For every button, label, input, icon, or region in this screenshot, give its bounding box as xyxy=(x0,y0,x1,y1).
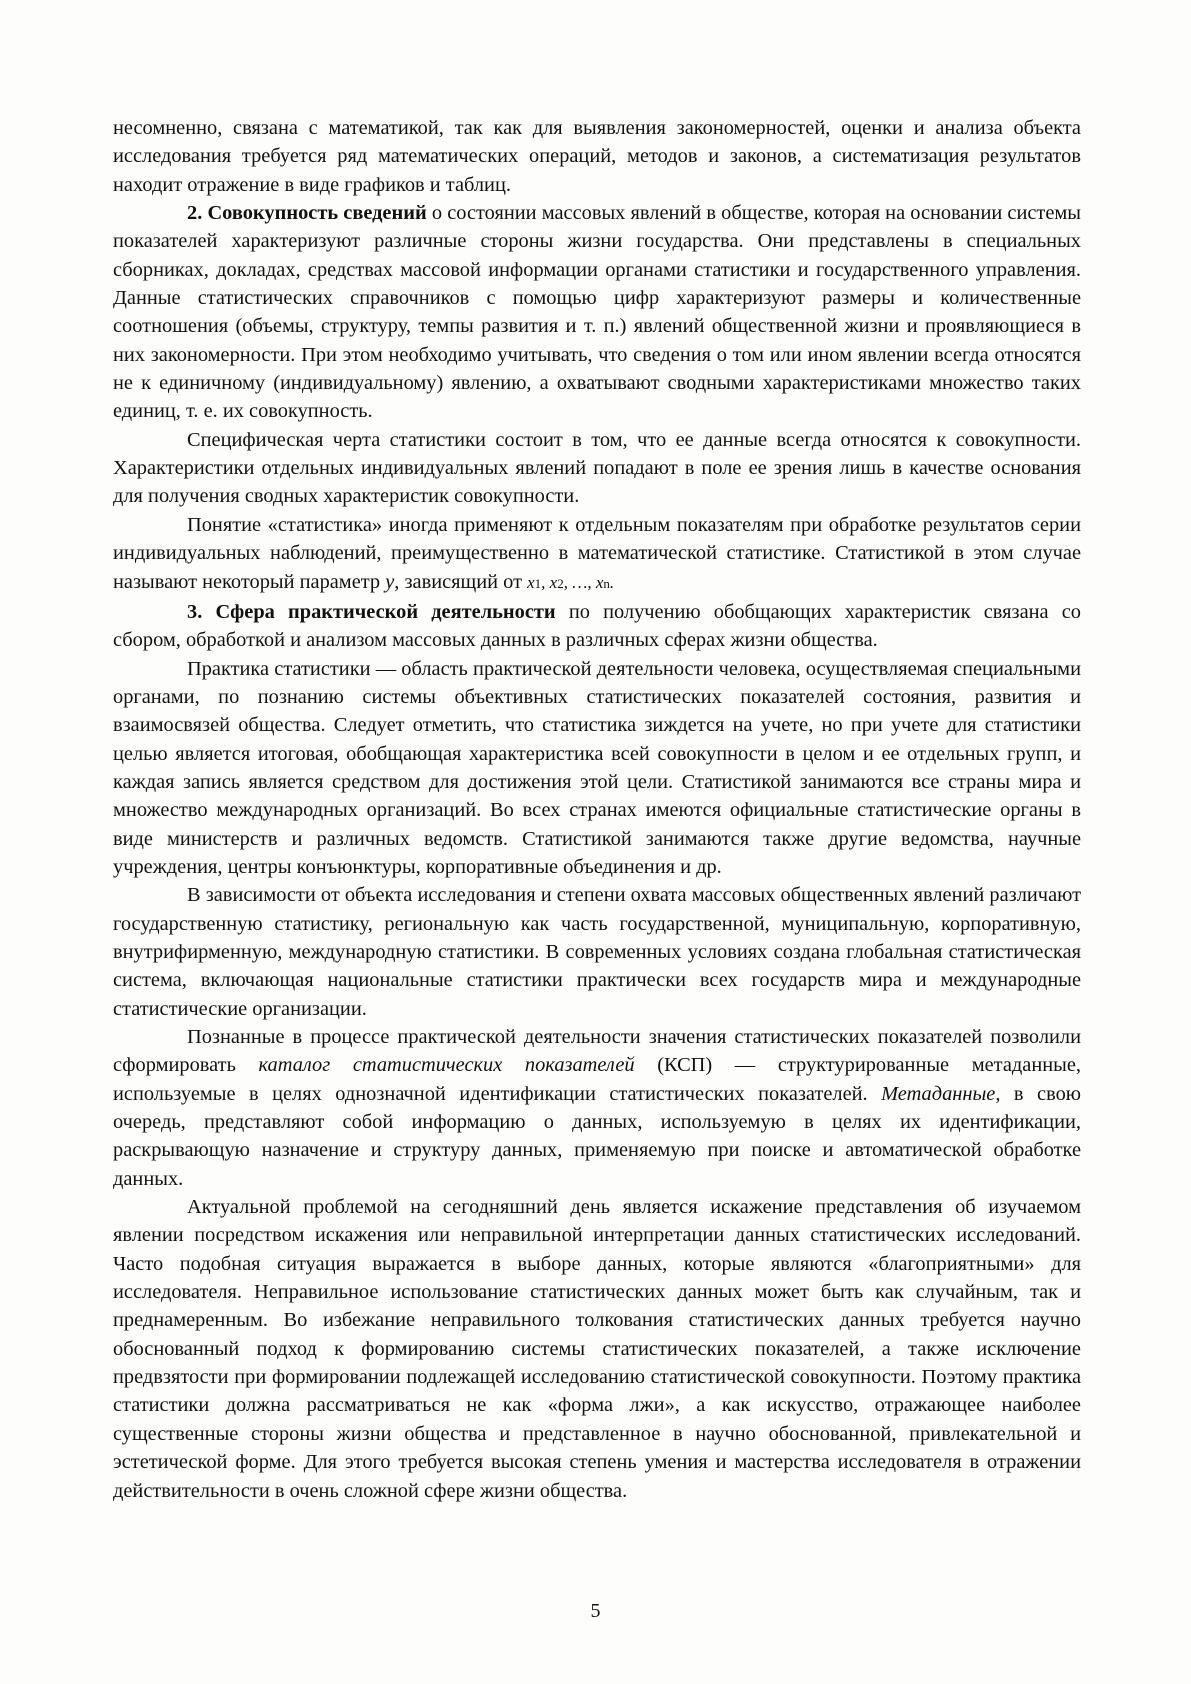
paragraph-9 xyxy=(113,1193,1081,1505)
page-number: 5 xyxy=(590,1600,601,1622)
term-catalog: каталог статистических показателей xyxy=(258,1054,635,1077)
paragraph-5 xyxy=(113,598,1081,655)
paragraph-text: в свою очередь, представляют собой информацию о данных, используемую в целях их идентификации, раскрывающую назначение и структуру данных, применяемую при поиске и автоматической обработке данных. xyxy=(113,1082,1081,1190)
section-heading-2: 2. Совокупность сведений xyxy=(187,202,427,225)
variable-y: y xyxy=(385,570,395,593)
paragraph-text: В зависимости от объекта исследования и степени охвата массовых общественных явлений различают государственную статистику, региональную как часть государственной, муниципальную, корпоративную, внутрифирменную, международную статистики. В современных условиях создана глобальная статистическая система, включающая национальные статистики практически всех государств мира и международные статистические организации. xyxy=(113,884,1081,1020)
paragraph-text: , зависящий от xyxy=(394,570,528,593)
paragraph-text: (КСП) — структурированные метаданные, используемые в целях однозначной идентификации статистических показателей. xyxy=(113,1054,1081,1105)
paragraph-1 xyxy=(113,114,1081,199)
paragraph-text: Понятие «статистика» иногда применяют к отдельным показателям при обработке результатов серии индивидуальных наблюдений, преимущественно в математической статистике. Статистикой в этом случае называют некоторый параметр xyxy=(113,513,1081,593)
paragraph-text: Практика статистики — область практической деятельности человека, осуществляемая специальными органами, по познанию системы объективных статистических показателей состояния, развития и взаимосвязей общества. Следует отметить, что статистика зиждется на учете, но при учете для статистики целью является итоговая, обобщающая характеристика всей совокупности в целом и ее отдельных групп, и каждая запись является средством для достижения этой цели. Статистикой занимаются все страны мира и множество международных организаций. Во всех странах имеются официальные статистические органы в виде министерств и различных ведомств. Статистикой занимаются также другие ведомства, научные учреждения, центры конъюнктуры, корпоративные объединения и др. xyxy=(113,657,1081,878)
paragraph-2 xyxy=(113,199,1081,426)
paragraph-text: Познанные в процессе практической деятельности значения статистических показателей позволили сформировать xyxy=(113,1026,1081,1077)
paragraph-text: несомненно, связана с математикой, так как для выявления закономерностей, оценки и анализа объекта исследования требуется ряд математических операций, методов и законов, а систематизация результатов находит отражение в виде графиков и таблиц. xyxy=(113,117,1081,196)
term-metadata: Метаданные, xyxy=(881,1082,1001,1105)
paragraph-text: Актуальной проблемой на сегодняшний день является искажение представления об изучаемом явлении посредством искажения или неправильной интерпретации данных статистических исследований. Часто подобная ситуация выражается в выборе данных, которые являются «благоприятными» для исследователя. Неправильное использование статистических данных может быть как случайным, так и преднамеренным. Во избежание неправильного толкования статистических данных требуется научно обоснованный подход к формированию системы статистических показателей, а также исключение предвзятости при формировании подлежащей исследованию статистической совокупности. Поэтому практика статистики должна рассматриваться не как «форма лжи», а как искусство, отражающее наиболее существенные стороны жизни общества и представленное в научно обоснованной, привлекательной и эстетической форме. Для этого требуется высокая степень умения и мастерства исследователя в отражении действительности в очень сложной сфере жизни общества. xyxy=(113,1196,1081,1502)
paragraph-4 xyxy=(113,511,1081,598)
variable-list: x1, x2, …, xn. xyxy=(527,572,615,592)
paragraph-text: о состоянии массовых явлений в обществе, которая на основании системы показателей характеризуют различные стороны жизни государства. Они представлены в специальных сборниках, докладах, средствах массовой информации органами статистики и государственного управления. Данные статистических справочников с помощью цифр характеризуют размеры и количественные соотношения (объемы, структуру, темпы развития и т. п.) явлений общественной жизни и проявляющиеся в них закономерности. При этом необходимо учитывать, что сведения о том или ином явлении всегда относятся не к единичному (индивидуальному) явлению, а охватывают сводными характеристиками множество таких единиц, т. е. их совокупность. xyxy=(113,202,1081,423)
paragraph-6 xyxy=(113,655,1081,882)
paragraph-text: Специфическая черта статистики состоит в том, что ее данные всегда относятся к совокупности. Характеристики отдельных индивидуальных явлений попадают в поле ее зрения лишь в качестве основания для получения сводных характеристик совокупности. xyxy=(113,428,1081,508)
body-text xyxy=(113,114,1081,1505)
paragraph-3 xyxy=(113,426,1081,511)
paragraph-8 xyxy=(113,1023,1081,1193)
paragraph-text: по получению обобщающих характеристик связана со сбором, обработкой и анализом массовых данных в различных сферах жизни общества. xyxy=(113,600,1081,652)
section-heading-3: 3. Сфера практической деятельности xyxy=(187,600,556,623)
paragraph-7 xyxy=(113,881,1081,1023)
